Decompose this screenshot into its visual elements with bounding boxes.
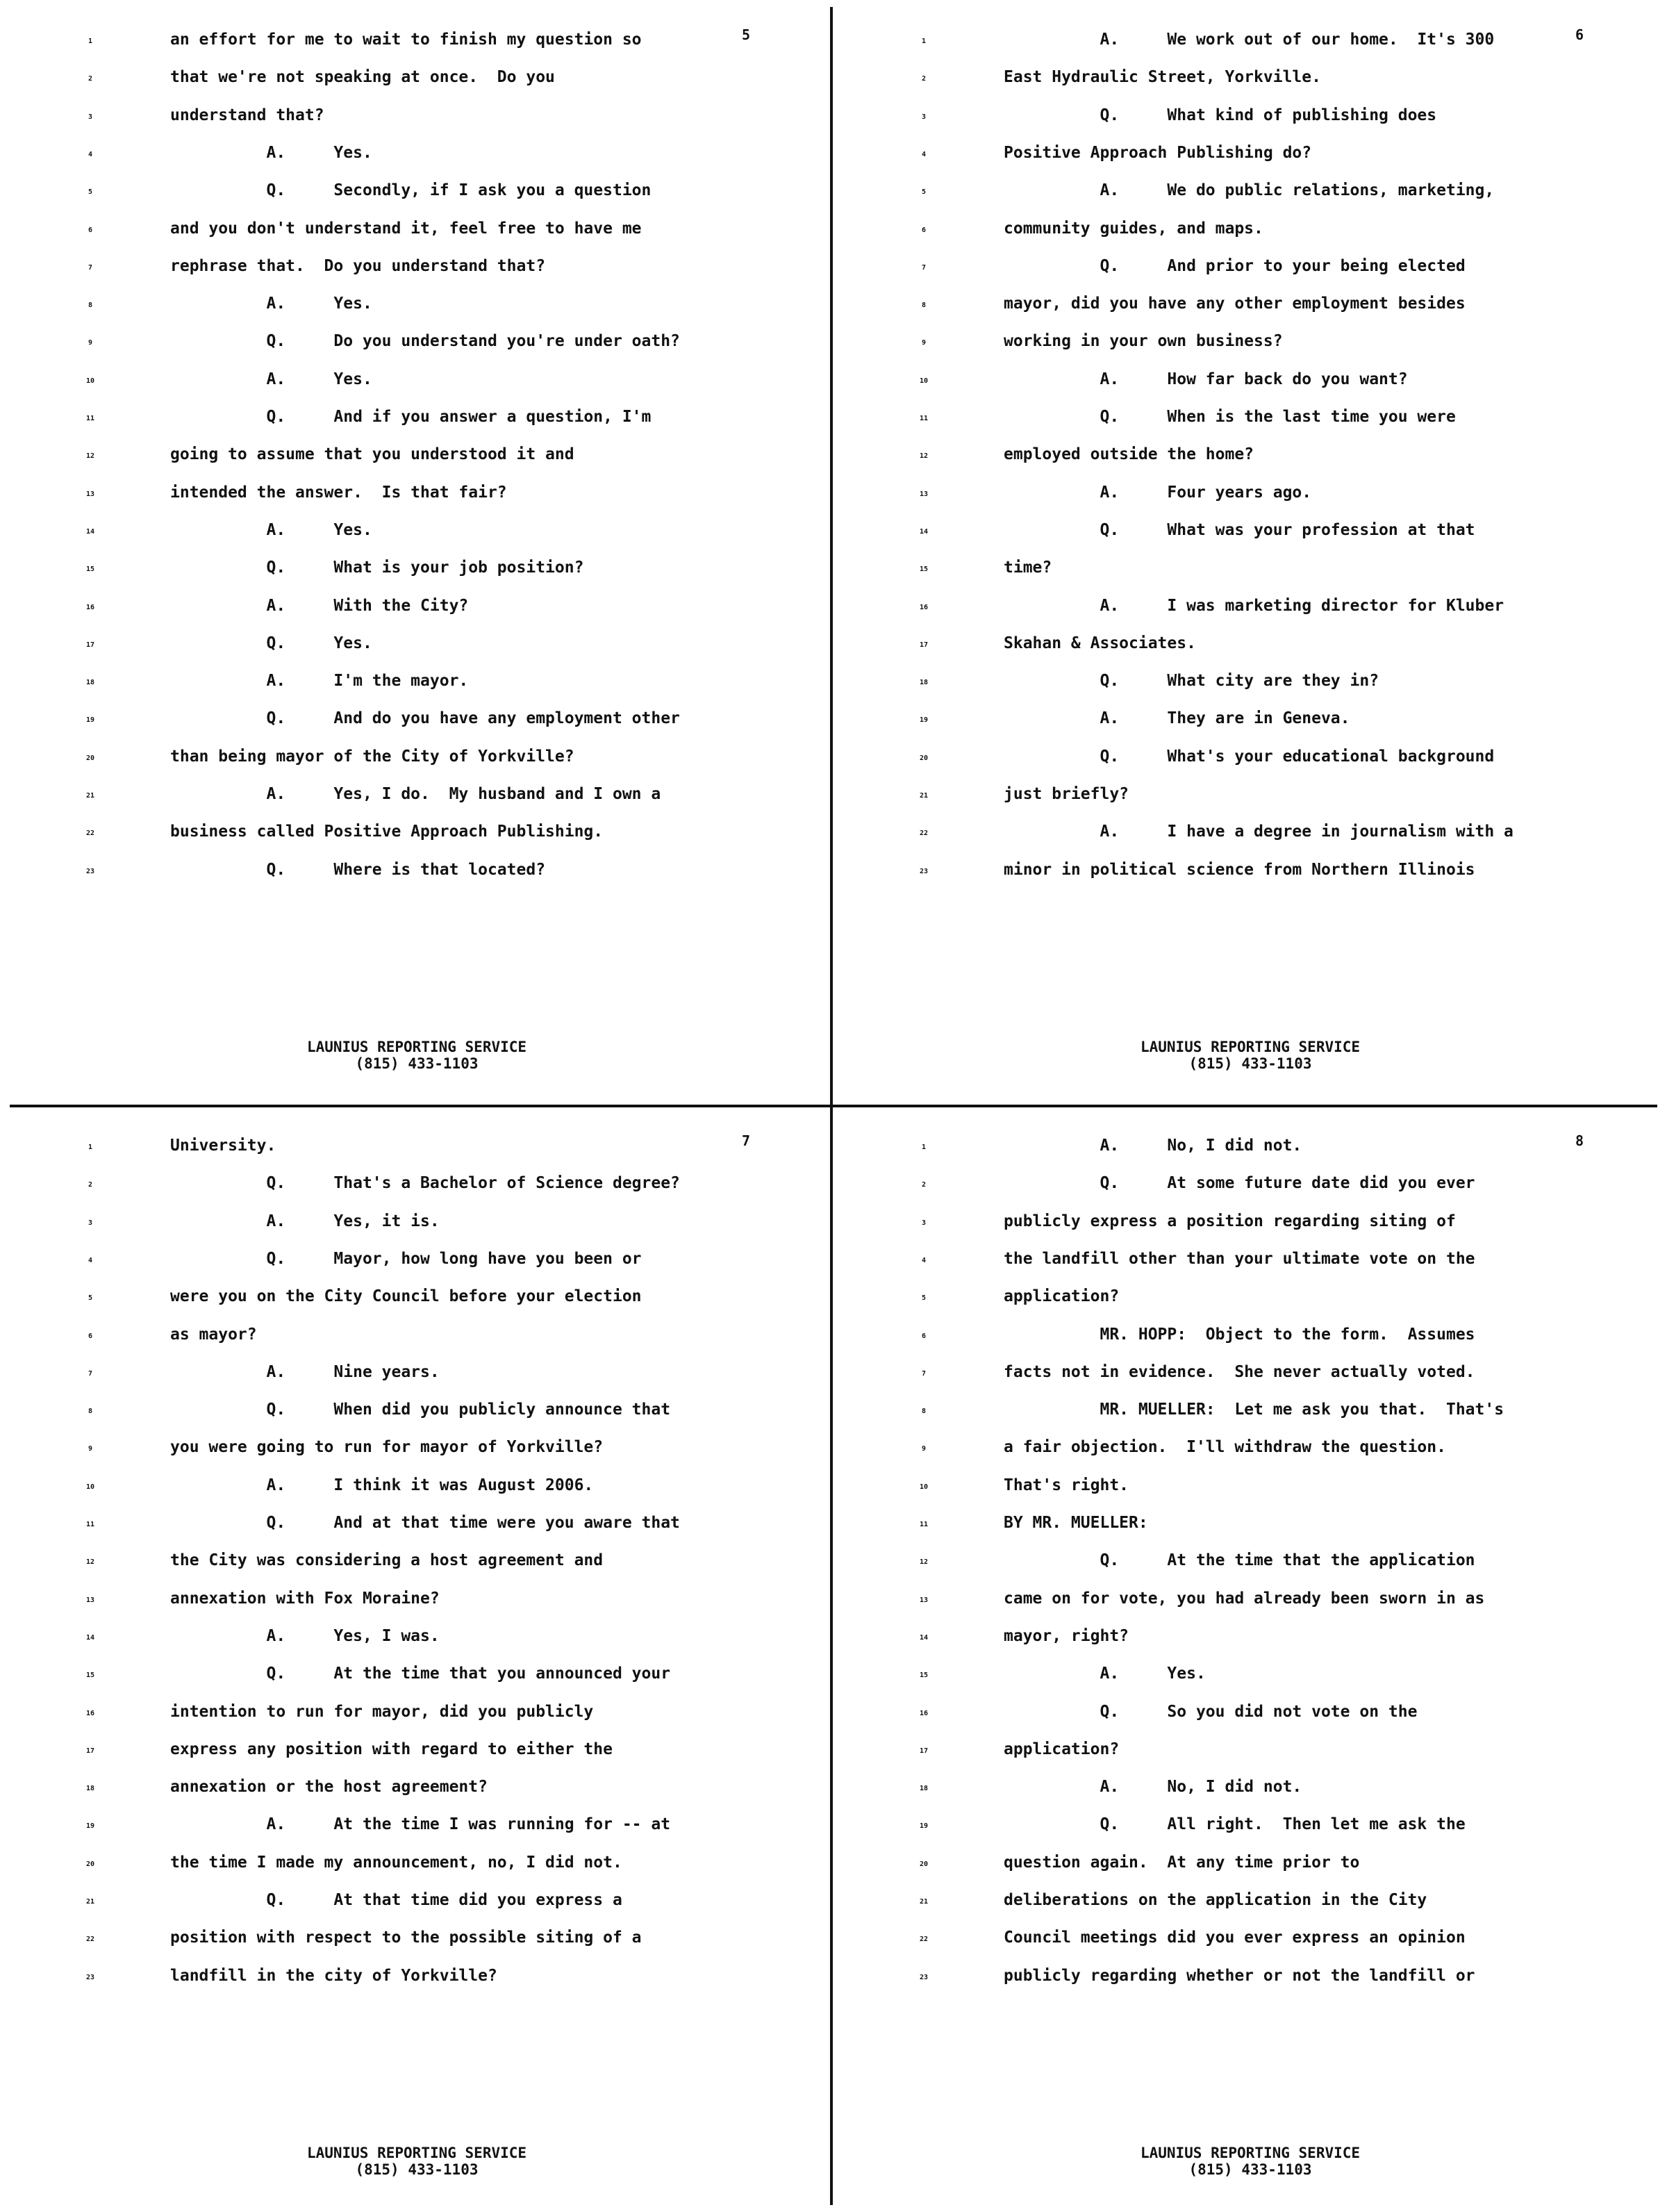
line-text: Council meetings did you ever express an opinion <box>1004 1929 1466 1947</box>
line-number: 5 <box>921 1294 927 1303</box>
transcript-line <box>0 1701 834 1739</box>
line-text: Q. When is the last time you were <box>1004 408 1456 426</box>
line-text: Q. What city are they in? <box>1004 672 1379 691</box>
line-text: Q. And if you answer a question, I'm <box>170 408 652 426</box>
line-number: 12 <box>85 1558 95 1567</box>
line-text: East Hydraulic Street, Yorkville. <box>1004 68 1321 87</box>
line-number: 4 <box>88 150 93 158</box>
line-text: going to assume that you understood it and <box>170 445 574 464</box>
line-number: 19 <box>85 1822 95 1831</box>
transcript-line <box>834 1135 1667 1173</box>
line-number: 15 <box>919 1672 929 1680</box>
line-number: 20 <box>919 754 929 762</box>
transcript-line <box>0 1626 834 1663</box>
transcript-page <box>0 1106 834 2212</box>
line-text: minor in political science from Northern Illinois <box>1004 860 1475 879</box>
line-text: intention to run for mayor, did you publicly <box>170 1702 594 1721</box>
line-text: Positive Approach Publishing do? <box>1004 143 1312 162</box>
line-text: annexation with Fox Moraine? <box>170 1589 440 1608</box>
line-number: 13 <box>85 490 95 498</box>
line-number: 14 <box>85 527 95 536</box>
transcript-line <box>0 1927 834 1965</box>
transcript-line <box>0 67 834 104</box>
transcript-line <box>0 1814 834 1851</box>
line-text: deliberations on the application in the City <box>1004 1891 1427 1909</box>
line-number: 7 <box>88 1369 93 1378</box>
line-number: 13 <box>919 1596 929 1604</box>
transcript-page <box>834 1106 1667 2212</box>
line-number: 4 <box>921 150 927 158</box>
line-text: A. Yes. <box>170 370 372 388</box>
transcript-line <box>0 1776 834 1814</box>
transcript-page <box>834 0 1667 1106</box>
footer-reporting-service: LAUNIUS REPORTING SERVICE <box>1140 2145 1361 2161</box>
transcript-line <box>834 557 1667 595</box>
transcript-line <box>834 821 1667 859</box>
line-text: you were going to run for mayor of Yorkville? <box>170 1438 604 1457</box>
transcript-line <box>834 708 1667 745</box>
transcript-line <box>834 1852 1667 1890</box>
line-number: 18 <box>85 1785 95 1793</box>
transcript-line <box>834 670 1667 708</box>
transcript-line <box>834 331 1667 368</box>
line-number: 7 <box>921 263 927 272</box>
transcript-line <box>0 1663 834 1701</box>
line-text: A. Nine years. <box>170 1362 440 1381</box>
transcript-line <box>0 1173 834 1210</box>
line-number: 23 <box>85 867 95 875</box>
line-text: That's right. <box>1004 1476 1129 1494</box>
footer-phone: (815) 433-1103 <box>355 1055 479 1072</box>
line-number: 13 <box>919 490 929 498</box>
page-number: 8 <box>1575 1132 1584 1149</box>
line-text: just briefly? <box>1004 785 1129 803</box>
line-text: A. Yes, it is. <box>170 1212 440 1230</box>
line-number: 5 <box>88 1294 93 1303</box>
line-number: 19 <box>919 716 929 725</box>
line-text: publicly express a position regarding siting of <box>1004 1212 1456 1230</box>
transcript-line <box>0 256 834 293</box>
transcript-line <box>834 1927 1667 1965</box>
transcript-line <box>0 293 834 331</box>
line-number: 11 <box>919 415 929 422</box>
transcript-line <box>0 708 834 745</box>
transcript-line <box>834 482 1667 520</box>
line-text: Q. At some future date did you ever <box>1004 1174 1475 1193</box>
line-number: 18 <box>919 679 929 687</box>
line-number: 5 <box>88 188 93 197</box>
line-number: 23 <box>919 867 929 875</box>
transcript-line <box>834 633 1667 670</box>
transcript-line <box>834 1437 1667 1474</box>
transcript-line <box>0 180 834 217</box>
line-text: Q. And prior to your being elected <box>1004 256 1466 275</box>
transcript-line <box>834 784 1667 821</box>
line-number: 12 <box>85 452 95 461</box>
line-text: Q. Mayor, how long have you been or <box>170 1249 642 1268</box>
line-text: position with respect to the possible siting of a <box>170 1929 642 1947</box>
transcript-line <box>834 1512 1667 1550</box>
line-text: University. <box>170 1137 276 1155</box>
transcript-line <box>834 142 1667 180</box>
line-number: 21 <box>85 1898 95 1906</box>
line-text: Q. At that time did you express a <box>170 1891 622 1909</box>
line-text: Q. So you did not vote on the <box>1004 1702 1418 1721</box>
line-text: A. With the City? <box>170 596 469 615</box>
transcript-line <box>0 369 834 406</box>
line-number: 16 <box>919 603 929 611</box>
line-number: 2 <box>921 75 927 83</box>
line-text: Q. And at that time were you aware that <box>170 1514 680 1532</box>
line-number: 9 <box>921 339 927 347</box>
line-number: 16 <box>85 1709 95 1717</box>
line-text: that we're not speaking at once. Do you <box>170 68 555 87</box>
line-text: the landfill other than your ultimate vote on the <box>1004 1249 1475 1268</box>
line-text: intended the answer. Is that fair? <box>170 483 507 502</box>
transcript-line <box>834 67 1667 104</box>
line-text: annexation or the host agreement? <box>170 1778 488 1797</box>
line-number: 3 <box>921 1219 927 1227</box>
transcript-line <box>834 218 1667 256</box>
line-number: 3 <box>88 1219 93 1227</box>
transcript-line <box>834 1475 1667 1512</box>
line-number: 21 <box>919 1898 929 1906</box>
transcript-line <box>834 1173 1667 1210</box>
transcript-line <box>834 1324 1667 1362</box>
line-number: 20 <box>85 1860 95 1868</box>
line-text: Q. At the time that the application <box>1004 1551 1475 1570</box>
line-number: 23 <box>85 1973 95 1981</box>
transcript-line <box>0 784 834 821</box>
transcript-line <box>0 29 834 67</box>
line-text: A. How far back do you want? <box>1004 370 1408 388</box>
line-number: 20 <box>919 1860 929 1868</box>
transcript-line <box>834 1550 1667 1587</box>
line-text: question again. At any time prior to <box>1004 1853 1360 1872</box>
line-number: 7 <box>88 263 93 272</box>
line-number: 2 <box>88 1181 93 1189</box>
line-number: 12 <box>919 1558 929 1567</box>
line-text: A. At the time I was running for -- at <box>170 1815 671 1834</box>
transcript-line <box>0 1211 834 1248</box>
line-text: publicly regarding whether or not the landfill or <box>1004 1966 1475 1985</box>
transcript-line <box>0 1437 834 1474</box>
line-text: Q. Where is that located? <box>170 860 546 879</box>
transcript-line <box>0 1550 834 1587</box>
line-text: the City was considering a host agreement and <box>170 1551 604 1570</box>
line-number: 21 <box>85 792 95 800</box>
line-number: 1 <box>88 1144 93 1151</box>
line-text: Q. At the time that you announced your <box>170 1665 671 1683</box>
line-text: and you don't understand it, feel free to have me <box>170 219 642 238</box>
transcript-line <box>834 29 1667 67</box>
footer-reporting-service: LAUNIUS REPORTING SERVICE <box>306 1039 527 1055</box>
transcript-line <box>834 520 1667 557</box>
line-number: 9 <box>88 339 93 347</box>
line-number: 1 <box>921 1144 927 1151</box>
transcript-line <box>0 105 834 142</box>
footer-reporting-service: LAUNIUS REPORTING SERVICE <box>306 2145 527 2161</box>
transcript-line <box>0 142 834 180</box>
line-text: A. I was marketing director for Kluber <box>1004 596 1504 615</box>
line-text: business called Positive Approach Publishing. <box>170 823 604 841</box>
line-number: 22 <box>919 1936 929 1944</box>
line-text: A. I have a degree in journalism with a <box>1004 823 1513 841</box>
footer-phone: (815) 433-1103 <box>355 2161 479 2178</box>
transcript-line <box>0 633 834 670</box>
line-number: 6 <box>88 1332 93 1340</box>
transcript-line <box>834 256 1667 293</box>
line-number: 10 <box>85 1483 95 1491</box>
line-number: 5 <box>921 188 927 197</box>
transcript-line <box>0 1512 834 1550</box>
line-number: 15 <box>85 1672 95 1680</box>
line-text: Q. All right. Then let me ask the <box>1004 1815 1466 1834</box>
line-number: 19 <box>919 1822 929 1831</box>
transcript-line <box>834 1890 1667 1927</box>
line-text: employed outside the home? <box>1004 445 1254 464</box>
transcript-line <box>0 1965 834 2003</box>
line-text: the time I made my announcement, no, I did not. <box>170 1853 622 1872</box>
transcript-line <box>0 1890 834 1927</box>
transcript-line <box>834 595 1667 633</box>
transcript-line <box>0 218 834 256</box>
line-text: A. We work out of our home. It's 300 <box>1004 31 1495 49</box>
line-number: 22 <box>85 830 95 838</box>
line-text: a fair objection. I'll withdraw the question. <box>1004 1438 1446 1457</box>
transcript-line <box>834 1626 1667 1663</box>
line-number: 9 <box>921 1445 927 1453</box>
line-number: 16 <box>919 1709 929 1717</box>
transcript-line <box>834 444 1667 481</box>
line-text: community guides, and maps. <box>1004 219 1263 238</box>
transcript-line <box>834 293 1667 331</box>
line-number: 1 <box>88 38 93 45</box>
line-number: 15 <box>85 566 95 574</box>
footer-phone: (815) 433-1103 <box>1188 2161 1312 2178</box>
line-number: 22 <box>85 1936 95 1944</box>
line-number: 15 <box>919 566 929 574</box>
line-text: express any position with regard to either the <box>170 1740 613 1758</box>
line-text: Q. What was your profession at that <box>1004 520 1475 539</box>
transcript-line <box>834 1248 1667 1286</box>
transcript-line <box>0 1135 834 1173</box>
line-text: A. No, I did not. <box>1004 1137 1302 1155</box>
line-number: 8 <box>88 1408 93 1416</box>
page-number: 5 <box>741 26 750 43</box>
transcript-line <box>0 1739 834 1776</box>
line-number: 1 <box>921 38 927 45</box>
line-text: Q. Do you understand you're under oath? <box>170 332 680 351</box>
line-text: rephrase that. Do you understand that? <box>170 256 546 275</box>
line-text: time? <box>1004 559 1052 577</box>
line-text: Q. Secondly, if I ask you a question <box>170 181 652 200</box>
transcript-line <box>834 1965 1667 2003</box>
line-text: mayor, right? <box>1004 1626 1129 1645</box>
transcript-line <box>834 746 1667 784</box>
line-text: were you on the City Council before your election <box>170 1287 642 1306</box>
line-number: 3 <box>88 113 93 121</box>
line-text: Q. And do you have any employment other <box>170 709 680 728</box>
page-footer <box>0 2145 834 2178</box>
transcript-line <box>0 1588 834 1626</box>
line-number: 8 <box>921 1408 927 1416</box>
line-text: than being mayor of the City of Yorkville? <box>170 747 574 766</box>
transcript-line <box>834 1286 1667 1323</box>
line-number: 18 <box>85 679 95 687</box>
transcript-line <box>0 444 834 481</box>
transcript-line <box>0 595 834 633</box>
line-text: A. We do public relations, marketing, <box>1004 181 1495 200</box>
line-text: A. Four years ago. <box>1004 483 1312 502</box>
line-number: 21 <box>919 792 929 800</box>
transcript-line <box>834 1362 1667 1399</box>
line-number: 14 <box>85 1633 95 1642</box>
transcript-line <box>0 1286 834 1323</box>
transcript-line <box>0 557 834 595</box>
line-text: A. Yes, I do. My husband and I own a <box>170 785 661 803</box>
line-text: A. Yes. <box>170 295 372 313</box>
transcript-line <box>0 1248 834 1286</box>
line-number: 14 <box>919 1633 929 1642</box>
line-number: 8 <box>88 302 93 310</box>
transcript-line <box>0 482 834 520</box>
line-text: Q. What's your educational background <box>1004 747 1495 766</box>
transcript-line <box>0 859 834 897</box>
transcript-line <box>834 1399 1667 1437</box>
line-number: 3 <box>921 113 927 121</box>
page-number: 6 <box>1575 26 1584 43</box>
line-text: A. Yes. <box>170 143 372 162</box>
line-text: MR. MUELLER: Let me ask you that. That's <box>1004 1401 1504 1419</box>
transcript-line <box>834 105 1667 142</box>
line-text: Q. What is your job position? <box>170 559 584 577</box>
line-text: Q. When did you publicly announce that <box>170 1401 671 1419</box>
line-text: came on for vote, you had already been sworn in as <box>1004 1589 1485 1608</box>
line-text: A. They are in Geneva. <box>1004 709 1350 728</box>
line-number: 18 <box>919 1785 929 1793</box>
transcript-line <box>0 1852 834 1890</box>
line-text: Q. Yes. <box>170 634 372 652</box>
page-footer <box>834 2145 1667 2178</box>
line-number: 13 <box>85 1596 95 1604</box>
line-number: 11 <box>85 1521 95 1528</box>
transcript-line <box>0 1362 834 1399</box>
line-number: 6 <box>921 1332 927 1340</box>
line-number: 19 <box>85 716 95 725</box>
line-number: 9 <box>88 1445 93 1453</box>
transcript-line <box>0 1399 834 1437</box>
line-text: Q. What kind of publishing does <box>1004 106 1437 124</box>
line-number: 6 <box>921 226 927 234</box>
line-text: an effort for me to wait to finish my question so <box>170 31 642 49</box>
line-text: A. Yes. <box>1004 1665 1206 1683</box>
transcript-line <box>0 1324 834 1362</box>
line-number: 10 <box>85 377 95 385</box>
line-text: mayor, did you have any other employment besides <box>1004 295 1466 313</box>
transcript-line <box>0 670 834 708</box>
page-footer <box>834 1039 1667 1072</box>
line-number: 8 <box>921 302 927 310</box>
footer-reporting-service: LAUNIUS REPORTING SERVICE <box>1140 1039 1361 1055</box>
line-text: landfill in the city of Yorkville? <box>170 1966 497 1985</box>
page-number: 7 <box>741 1132 750 1149</box>
line-number: 23 <box>919 1973 929 1981</box>
line-number: 17 <box>85 1747 95 1755</box>
line-number: 20 <box>85 754 95 762</box>
line-number: 17 <box>919 1747 929 1755</box>
transcript-line <box>0 331 834 368</box>
transcript-line <box>834 180 1667 217</box>
line-text: as mayor? <box>170 1325 257 1344</box>
line-text: A. Yes, I was. <box>170 1626 440 1645</box>
transcript-line <box>0 1475 834 1512</box>
line-text: working in your own business? <box>1004 332 1283 351</box>
transcript-line <box>834 1211 1667 1248</box>
footer-phone: (815) 433-1103 <box>1188 1055 1312 1072</box>
line-text: MR. HOPP: Object to the form. Assumes <box>1004 1325 1475 1344</box>
line-number: 7 <box>921 1369 927 1378</box>
line-number: 17 <box>919 641 929 649</box>
transcript-line <box>0 746 834 784</box>
line-text: Skahan & Associates. <box>1004 634 1196 652</box>
transcript-page <box>0 0 834 1106</box>
transcript-line <box>0 406 834 444</box>
transcript-line <box>834 859 1667 897</box>
line-text: application? <box>1004 1287 1120 1306</box>
line-number: 16 <box>85 603 95 611</box>
line-number: 2 <box>921 1181 927 1189</box>
transcript-line <box>834 1588 1667 1626</box>
line-text: application? <box>1004 1740 1120 1758</box>
line-text: facts not in evidence. She never actually voted. <box>1004 1362 1475 1381</box>
transcript-line <box>834 1701 1667 1739</box>
transcript-line <box>834 1814 1667 1851</box>
line-number: 11 <box>919 1521 929 1528</box>
transcript-line <box>834 1663 1667 1701</box>
line-number: 12 <box>919 452 929 461</box>
line-number: 10 <box>919 1483 929 1491</box>
line-number: 14 <box>919 527 929 536</box>
line-number: 17 <box>85 641 95 649</box>
transcript-line <box>834 406 1667 444</box>
transcript-line <box>0 821 834 859</box>
line-text: understand that? <box>170 106 324 124</box>
page-footer <box>0 1039 834 1072</box>
line-text: A. I think it was August 2006. <box>170 1476 594 1494</box>
line-number: 11 <box>85 415 95 422</box>
transcript-line <box>834 1776 1667 1814</box>
line-text: BY MR. MUELLER: <box>1004 1514 1148 1532</box>
line-text: A. I'm the mayor. <box>170 672 469 691</box>
line-number: 22 <box>919 830 929 838</box>
transcript-line <box>834 1739 1667 1776</box>
transcript-line <box>0 520 834 557</box>
line-number: 2 <box>88 75 93 83</box>
line-number: 4 <box>921 1256 927 1264</box>
transcript-line <box>834 369 1667 406</box>
line-text: A. Yes. <box>170 520 372 539</box>
line-text: A. No, I did not. <box>1004 1778 1302 1797</box>
line-number: 10 <box>919 377 929 385</box>
line-number: 4 <box>88 1256 93 1264</box>
line-number: 6 <box>88 226 93 234</box>
line-text: Q. That's a Bachelor of Science degree? <box>170 1174 680 1193</box>
